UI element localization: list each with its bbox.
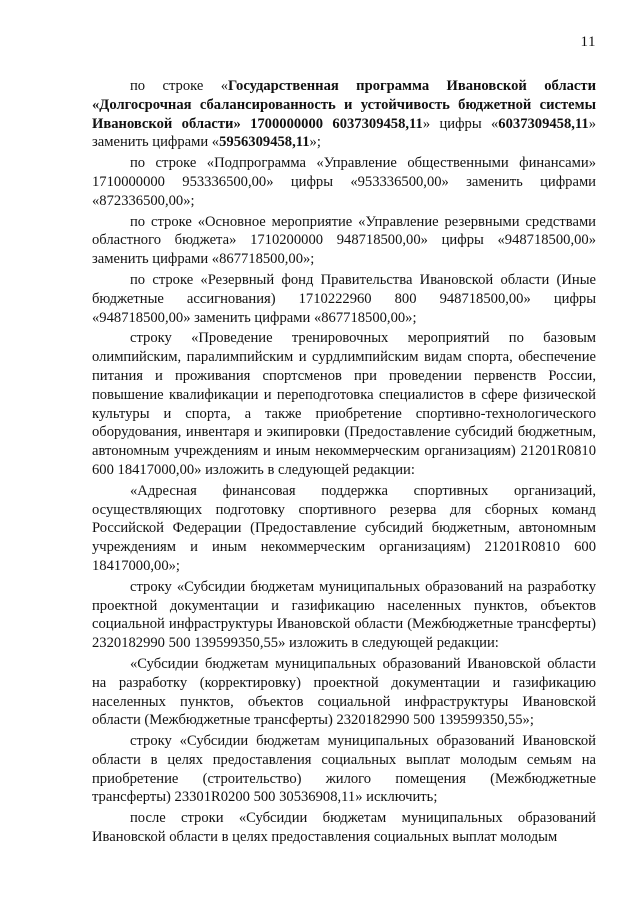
paragraph xyxy=(92,809,596,847)
text-run: строку «Проведение тренировочных мероприятий по базовым олимпийским, паралимпийским и сурдлимпийским видам спорта, обеспечение питания и проживания спортсменов при проведении первенств России, повышение квалификации и переподготовка специалистов в сфере физической культуры и спорта, а также приобретение спортивно-технологического оборудования, инвентаря и экипировки (Предоставление субсидий бюджетным, автономным учреждениям и иным некоммерческим организациям) 21201R0810 600 18417000,00» изложить в следующей редакции: xyxy=(92,330,596,478)
paragraph xyxy=(92,482,596,576)
text-run: по строке « xyxy=(130,78,229,94)
text-run: «Субсидии бюджетам муниципальных образований Ивановской области на разработку (корректировку) проектной документации и газификацию населенных пунктов, объектов социальной инфраструктуры Ивановской области (Межбюджетные трансферты) 2320182990 500 139599350,55»; xyxy=(92,655,596,729)
text-run: по строке «Основное мероприятие «Управление резервными средствами областного бюджета» 1710200000 948718500,00» цифры «948718500,00» заменить цифрами «867718500,00»; xyxy=(92,213,596,268)
document-body xyxy=(92,77,596,849)
page-number: 11 xyxy=(580,34,596,50)
text-run: »; xyxy=(309,134,321,151)
bold-text: 5956309458,11 xyxy=(219,134,310,151)
text-run: по строке «Резервный фонд Правительства Ивановской области (Иные бюджетные ассигнования) 1710222960 800 948718500,00» цифры «948718500,00» заменить цифрами «867718500,00»; xyxy=(92,271,596,326)
bold-text: 6037309458,11 xyxy=(498,115,589,132)
paragraph xyxy=(92,271,596,327)
paragraph xyxy=(92,655,596,730)
text-run: » заменить цифрами « xyxy=(92,115,596,151)
text-run: по строке «Подпрограмма «Управление общественными финансами» 1710000000 953336500,00» цифры «953336500,00» заменить цифрами «872336500,00»; xyxy=(92,155,596,209)
paragraph xyxy=(92,329,596,479)
paragraph xyxy=(92,732,596,807)
text-run: после строки «Субсидии бюджетам муниципальных образований Ивановской области в целях предоставления социальных выплат молодым xyxy=(92,810,596,846)
paragraph xyxy=(92,578,596,653)
bold-text: Государственная программа Ивановской области «Долгосрочная сбалансированность и устойчивость бюджетной системы Ивановской области» 1700000000 6037309458,11 xyxy=(92,78,596,132)
text-run: строку «Субсидии бюджетам муниципальных образований Ивановской области в целях предоставления социальных выплат молодым семьям на приобретение (строительство) жилого помещения (Межбюджетные трансферты) 23301R0200 500 30536908,11» исключить; xyxy=(92,733,596,806)
paragraph xyxy=(92,213,596,269)
text-run: » цифры « xyxy=(422,115,499,132)
text-run: строку «Субсидии бюджетам муниципальных образований на разработку проектной документации и газификацию населенных пунктов, объектов социальной инфраструктуры Ивановской области (Межбюджетные трансферты) 2320182990 500 139599350,55» изложить в следующей редакции: xyxy=(92,578,596,652)
text-run: «Адресная финансовая поддержка спортивных организаций, осуществляющих подготовку спортивного резерва для сборных команд Российской Федерации (Предоставление субсидий бюджетным, автономным учреждениям и иным некоммерческим организациям) 21201R0810 600 18417000,00»; xyxy=(92,482,596,574)
paragraph xyxy=(92,154,596,210)
paragraph xyxy=(92,77,596,152)
